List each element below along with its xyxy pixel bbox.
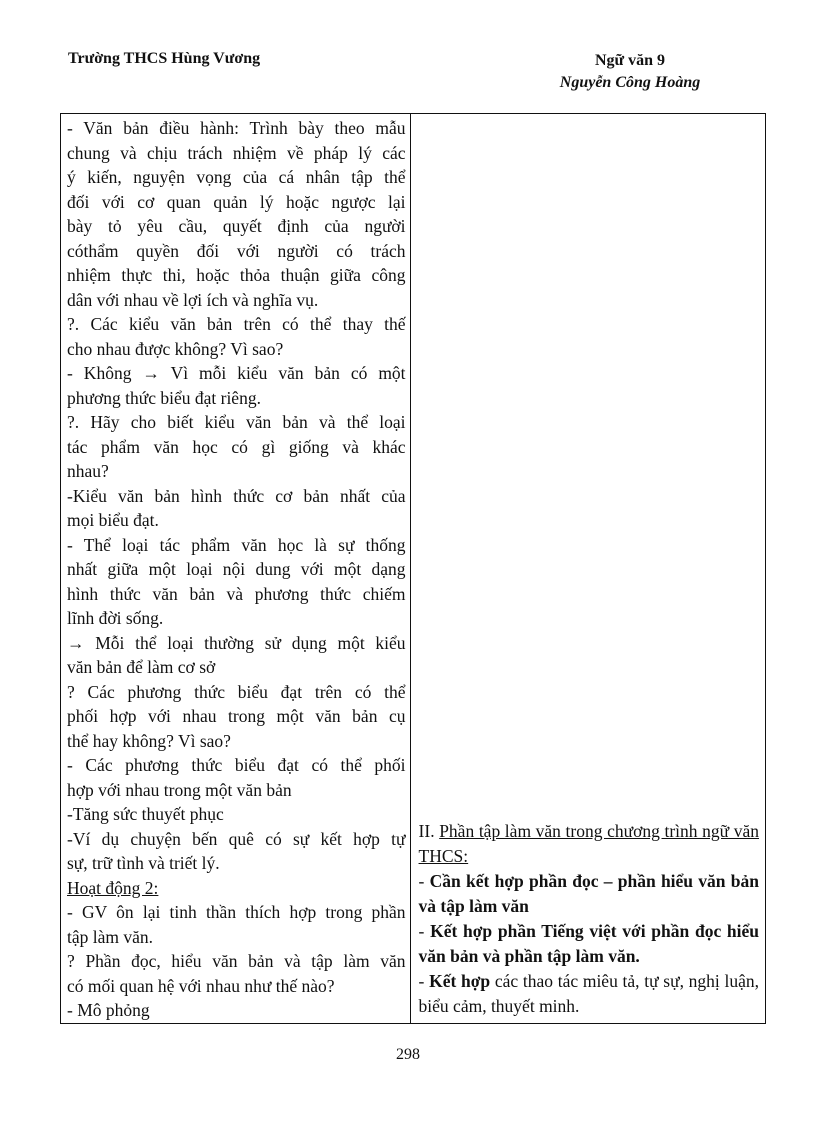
list-item-bold: Kết hợp bbox=[429, 970, 491, 991]
text-line: phối hợp với nhau trong một văn bản cụ bbox=[67, 706, 406, 726]
text-line: tác phẩm văn học có gì giống và khác bbox=[67, 436, 406, 457]
right-column bbox=[410, 114, 765, 1024]
text-line: - Mô phỏng bbox=[67, 1000, 150, 1020]
text-line: dân với nhau về lợi ích và nghĩa vụ. bbox=[67, 289, 319, 310]
text-line: ý kiến, nguyện vọng của cá nhân tập thể bbox=[67, 167, 406, 187]
list-item-prefix: - bbox=[418, 970, 430, 991]
list-item bbox=[419, 869, 759, 919]
text-line: hình thức văn bản và phương thức chiếm bbox=[67, 583, 406, 604]
section-heading-text: Phần tập làm văn trong chương trình ngữ văn THCS: bbox=[418, 820, 760, 866]
left-column bbox=[61, 114, 411, 1024]
subject-title: Ngữ văn 9 bbox=[594, 52, 666, 69]
text-line: - Các phương thức biểu đạt có thể phối bbox=[67, 755, 406, 775]
page-number: 298 bbox=[396, 1046, 420, 1063]
list-item-rest: các thao tác miêu tả, tự sự, nghị luận, biểu cảm, thuyết minh. bbox=[418, 970, 759, 1016]
text-line: mọi biểu đạt. bbox=[67, 510, 159, 530]
text-line: -Ví dụ chuyện bến quê có sự kết hợp tự bbox=[67, 828, 406, 849]
text-line: -Kiểu văn bản hình thức cơ bản nhất của bbox=[67, 485, 406, 506]
text-line: cóthẩm quyền đối với người có trách bbox=[67, 240, 406, 261]
text-line: thể hay không? Vì sao? bbox=[67, 730, 231, 751]
school-name: Trường THCS Hùng Vương bbox=[68, 50, 261, 67]
left-column-text bbox=[61, 114, 410, 1023]
text-line: sự, trữ tình và triết lý. bbox=[67, 853, 220, 873]
text-line: -Tăng sức thuyết phục bbox=[67, 804, 224, 824]
text-line: ?. Các kiểu văn bản trên có thể thay thế bbox=[67, 314, 406, 334]
text-line: - Không → Vì mỗi kiểu văn bản có một bbox=[67, 363, 406, 383]
list-item-bold: Cần kết hợp phần đọc – phần hiểu văn bản và tập làm văn bbox=[418, 870, 760, 916]
text-line: bày tỏ yêu cầu, quyết định của người bbox=[67, 216, 406, 236]
section-number: II. bbox=[418, 820, 440, 841]
right-column-text bbox=[411, 819, 765, 1023]
header-right bbox=[540, 50, 720, 94]
list-item bbox=[419, 969, 759, 1019]
text-line: ? Các phương thức biểu đạt trên có thể bbox=[67, 681, 406, 702]
text-line: phương thức biểu đạt riêng. bbox=[67, 387, 261, 408]
activity-heading: Hoạt động 2: bbox=[67, 877, 159, 898]
list-item bbox=[419, 919, 759, 969]
text-line: nhất giữa một loại nội dung với một dạng bbox=[67, 559, 406, 579]
text-line: - Văn bản điều hành: Trình bày theo mẫu bbox=[67, 118, 406, 138]
list-item-prefix: - bbox=[418, 920, 431, 941]
text-line: lĩnh đời sống. bbox=[67, 608, 164, 628]
lesson-table bbox=[60, 113, 766, 1024]
text-line: nhiệm thực thi, hoặc thỏa thuận giữa công bbox=[67, 265, 406, 285]
text-line: hợp với nhau trong một văn bản bbox=[67, 779, 292, 800]
text-line: chung và chịu trách nhiệm về pháp lý các bbox=[67, 142, 406, 163]
text-line: - Thể loại tác phẩm văn học là sự thống bbox=[67, 534, 406, 555]
text-line: cho nhau được không? Vì sao? bbox=[67, 338, 284, 359]
text-line: tập làm văn. bbox=[67, 926, 154, 947]
author-name: Nguyễn Công Hoàng bbox=[559, 74, 701, 91]
text-line: ?. Hãy cho biết kiểu văn bản và thể loại bbox=[67, 412, 406, 432]
text-line: có mối quan hệ với nhau như thế nào? bbox=[67, 975, 335, 996]
list-item-prefix: - bbox=[418, 870, 430, 891]
text-line: văn bản để làm cơ sở bbox=[67, 657, 216, 677]
text-line: đối với cơ quan quản lý hoặc ngược lại bbox=[67, 191, 406, 212]
text-line: ? Phần đọc, hiểu văn bản và tập làm văn bbox=[67, 951, 406, 971]
section-heading bbox=[419, 819, 759, 869]
text-line: nhau? bbox=[67, 461, 109, 481]
text-line: → Mỗi thể loại thường sử dụng một kiểu bbox=[67, 632, 406, 653]
list-item-bold: Kết hợp phần Tiếng việt với phần đọc hiểu văn bản và phần tập làm văn. bbox=[418, 920, 760, 966]
text-line: - GV ôn lại tinh thần thích hợp trong phần bbox=[67, 902, 406, 922]
